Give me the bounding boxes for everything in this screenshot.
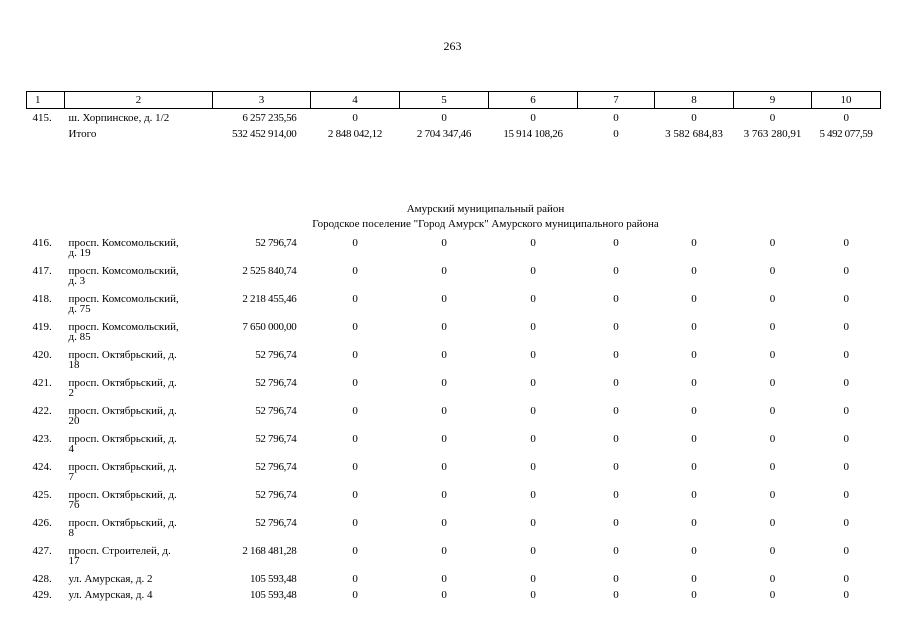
cell-value: 0 <box>613 112 619 124</box>
address-line-1: просп. Октябрьский, д. <box>68 461 177 473</box>
cell-value: 0 <box>352 545 358 557</box>
cell-value: 0 <box>352 237 358 249</box>
cell-value: 2 704 347,46 <box>416 128 472 140</box>
cell-value: 52 796,74 <box>255 433 297 445</box>
cell-value: 0 <box>352 265 358 277</box>
cell-value: 0 <box>769 489 776 501</box>
column-header: 7 <box>578 92 655 109</box>
cell-value: 0 <box>613 589 619 601</box>
address-line-2: 4 <box>68 443 74 455</box>
table-row <box>27 590 881 606</box>
cell-value: 0 <box>769 349 776 361</box>
cell-value: 0 <box>691 237 697 249</box>
table-row <box>27 546 881 574</box>
cell-value: 0 <box>530 589 536 601</box>
cell-value: 0 <box>352 589 358 601</box>
address-line-1: просп. Октябрьский, д. <box>68 377 177 389</box>
row-number: 418. <box>32 293 52 305</box>
cell-value: 0 <box>769 377 776 389</box>
spacer <box>27 140 881 202</box>
cell-value: 0 <box>843 237 849 249</box>
row-address <box>65 238 213 266</box>
cell-value: 0 <box>843 321 849 333</box>
section-district-title: Амурский муниципальный район <box>406 203 565 215</box>
table-body <box>27 109 881 239</box>
cell-value: 2 218 455,46 <box>242 293 297 305</box>
cell-value: 0 <box>769 405 776 417</box>
cell-value: 0 <box>769 573 776 585</box>
table-row <box>27 238 881 266</box>
cell-value: 0 <box>613 377 619 389</box>
cell-value: 0 <box>843 405 849 417</box>
row-number: 426. <box>32 517 52 529</box>
cell-value: 0 <box>769 545 776 557</box>
cell-value: 2 168 481,28 <box>242 545 297 557</box>
cell-value: 52 796,74 <box>255 489 297 501</box>
row-address <box>65 518 213 546</box>
row-number: 416. <box>32 237 52 249</box>
cell-value: 0 <box>691 489 697 501</box>
cell-value: 0 <box>441 405 447 417</box>
cell-value: 15 914 108,26 <box>503 128 563 140</box>
table-row <box>27 434 881 462</box>
cell-value: 0 <box>441 573 447 585</box>
table-header <box>27 92 881 109</box>
cell-value: 6 257 235,56 <box>242 112 297 124</box>
address-line-1: просп. Октябрьский, д. <box>68 349 177 361</box>
cell-value: 0 <box>691 321 697 333</box>
row-address: ш. Хорпинское, д. 1/2 <box>68 112 170 124</box>
row-address <box>65 546 213 574</box>
row-address <box>65 266 213 294</box>
cell-value: 0 <box>352 517 358 529</box>
cell-value: 0 <box>769 265 776 277</box>
cell-value: 0 <box>769 461 776 473</box>
address-line-2: д. 75 <box>68 303 91 315</box>
row-number: 429. <box>32 589 52 601</box>
table-row <box>27 322 881 350</box>
cell-value: 0 <box>769 293 776 305</box>
cell-value: 0 <box>530 112 536 124</box>
section-settlement-title: Городское поселение "Город Амурск" Амурского муниципального района <box>312 218 659 230</box>
cell-value: 0 <box>613 265 619 277</box>
cell-value: 0 <box>530 237 536 249</box>
cell-value: 0 <box>613 128 619 140</box>
cell-value: 0 <box>769 237 776 249</box>
cell-value: 0 <box>613 433 619 445</box>
cell-value: 0 <box>352 293 358 305</box>
table-row <box>27 294 881 322</box>
address-line-2: д. 19 <box>68 247 91 259</box>
cell-value: 105 593,48 <box>249 589 297 601</box>
cell-value: 0 <box>613 321 619 333</box>
cell-value: 0 <box>843 573 849 585</box>
cell-value: 0 <box>691 517 697 529</box>
address-line-2: 7б <box>68 499 80 511</box>
page-number: 263 <box>443 39 462 53</box>
cell-value: 0 <box>769 589 776 601</box>
row-number: 415. <box>32 112 52 124</box>
cell-value: 0 <box>441 321 447 333</box>
cell-value: 0 <box>691 112 697 124</box>
cell-value: 0 <box>691 545 697 557</box>
cell-value: 0 <box>441 589 447 601</box>
cell-value: 0 <box>691 433 697 445</box>
column-header: 2 <box>65 92 213 109</box>
cell-value: 2 525 840,74 <box>242 265 297 277</box>
table-row <box>27 350 881 378</box>
row-address <box>65 350 213 378</box>
cell-value: 0 <box>530 377 536 389</box>
address-line-2: 20 <box>68 415 80 427</box>
row-number: 428. <box>32 573 52 585</box>
column-header: 10 <box>812 92 881 109</box>
cell-value: 0 <box>352 489 358 501</box>
cell-value: 0 <box>843 517 849 529</box>
cell-value: 52 796,74 <box>255 461 297 473</box>
cell-value: 0 <box>843 265 849 277</box>
cell-value: 0 <box>613 349 619 361</box>
cell-value: 52 796,74 <box>255 349 297 361</box>
cell-value: 7 650 000,00 <box>242 321 297 333</box>
cell-value: 0 <box>691 293 697 305</box>
cell-value: 3 582 684,83 <box>665 128 723 140</box>
column-header: 1 <box>27 92 65 109</box>
address-line-1: просп. Октябрьский, д. <box>68 489 177 501</box>
row-number: 423. <box>32 433 52 445</box>
row-number <box>27 124 65 140</box>
column-header: 5 <box>400 92 489 109</box>
row-address <box>65 378 213 406</box>
cell-value: 0 <box>843 112 849 124</box>
cell-value: 0 <box>352 349 358 361</box>
cell-value: 0 <box>843 349 849 361</box>
cell-value: 52 796,74 <box>255 517 297 529</box>
cell-value: 0 <box>530 293 536 305</box>
address-rows-single <box>27 574 881 606</box>
cell-value: 0 <box>352 573 358 585</box>
cell-value: 0 <box>843 489 849 501</box>
cell-value: 5 492 077,59 <box>819 128 873 140</box>
cell-value: 0 <box>352 321 358 333</box>
address-line-1: просп. Октябрьский, д. <box>68 517 177 529</box>
address-line-1: просп. Комсомольский, <box>68 293 179 305</box>
row-address: ул. Амурская, д. 2 <box>68 573 153 585</box>
cell-value: 0 <box>441 377 447 389</box>
cell-value: 0 <box>441 237 447 249</box>
cell-value: 0 <box>441 293 447 305</box>
cell-value: 0 <box>843 377 849 389</box>
cell-value: 52 796,74 <box>255 237 297 249</box>
address-line-2: 7 <box>68 471 74 483</box>
address-line-2: 18 <box>68 359 80 371</box>
cell-value: 0 <box>441 265 447 277</box>
table-row <box>27 378 881 406</box>
cell-value: 0 <box>613 489 619 501</box>
cell-value: 0 <box>843 461 849 473</box>
cell-value: 0 <box>613 517 619 529</box>
cell-value: 0 <box>352 433 358 445</box>
table-row <box>27 406 881 434</box>
row-number: 419. <box>32 321 52 333</box>
cell-value: 52 796,74 <box>255 405 297 417</box>
cell-value: 0 <box>769 433 776 445</box>
cell-value: 3 763 280,91 <box>743 128 802 140</box>
row-number: 421. <box>32 377 52 389</box>
row-address <box>65 490 213 518</box>
cell-value: 0 <box>530 433 536 445</box>
cell-value: 0 <box>530 349 536 361</box>
cell-value: 0 <box>352 461 358 473</box>
table-row <box>27 109 881 125</box>
cell-value: 0 <box>843 545 849 557</box>
row-address <box>65 322 213 350</box>
column-header: 3 <box>213 92 311 109</box>
cell-value: 0 <box>352 405 358 417</box>
table-row <box>27 266 881 294</box>
cell-value: 52 796,74 <box>255 377 297 389</box>
row-address: ул. Амурская, д. 4 <box>68 589 153 601</box>
total-row <box>27 124 881 140</box>
cell-value: 0 <box>530 321 536 333</box>
address-line-2: 2 <box>68 387 74 399</box>
cell-value: 2 848 042,12 <box>327 128 383 140</box>
table-row <box>27 518 881 546</box>
cell-value: 0 <box>530 573 536 585</box>
address-rows <box>27 238 881 574</box>
address-line-1: просп. Октябрьский, д. <box>68 433 177 445</box>
cell-value: 0 <box>843 589 849 601</box>
cell-value: 0 <box>441 349 447 361</box>
address-line-1: просп. Строителей, д. <box>68 545 171 557</box>
row-number: 422. <box>32 405 52 417</box>
column-header: 9 <box>734 92 812 109</box>
row-number: 417. <box>32 265 52 277</box>
cell-value: 0 <box>530 489 536 501</box>
cell-value: 0 <box>613 237 619 249</box>
cell-value: 0 <box>691 461 697 473</box>
address-line-2: д. 3 <box>68 275 86 287</box>
row-number: 425. <box>32 489 52 501</box>
cell-value: 0 <box>613 573 619 585</box>
cell-value: 0 <box>530 405 536 417</box>
cell-value: 0 <box>352 377 358 389</box>
table-row <box>27 490 881 518</box>
cell-value: 0 <box>691 405 697 417</box>
row-address <box>65 434 213 462</box>
column-header: 8 <box>655 92 734 109</box>
cell-value: 0 <box>769 517 776 529</box>
cell-value: 0 <box>613 545 619 557</box>
cell-value: 0 <box>530 461 536 473</box>
total-label: Итого <box>68 128 97 140</box>
cell-value: 0 <box>530 517 536 529</box>
address-line-2: 17 <box>68 555 80 567</box>
cell-value: 0 <box>691 377 697 389</box>
cell-value: 0 <box>441 433 447 445</box>
table-row <box>27 462 881 490</box>
row-address <box>65 406 213 434</box>
address-line-2: д. 85 <box>68 331 91 343</box>
address-line-1: просп. Комсомольский, <box>68 321 179 333</box>
cell-value: 532 452 914,00 <box>231 128 297 140</box>
column-header: 6 <box>489 92 578 109</box>
cell-value: 0 <box>441 545 447 557</box>
row-number: 427. <box>32 545 52 557</box>
cell-value: 0 <box>691 589 697 601</box>
address-line-1: просп. Октябрьский, д. <box>68 405 177 417</box>
cell-value: 0 <box>691 265 697 277</box>
cell-value: 0 <box>613 293 619 305</box>
cell-value: 0 <box>352 112 358 124</box>
address-line-2: 8 <box>68 527 74 539</box>
row-number: 420. <box>32 349 52 361</box>
data-table <box>26 91 881 606</box>
address-line-1: просп. Комсомольский, <box>68 265 179 277</box>
cell-value: 105 593,48 <box>249 573 297 585</box>
cell-value: 0 <box>843 293 849 305</box>
cell-value: 0 <box>613 405 619 417</box>
cell-value: 0 <box>613 461 619 473</box>
cell-value: 0 <box>441 489 447 501</box>
cell-value: 0 <box>843 433 849 445</box>
cell-value: 0 <box>530 265 536 277</box>
row-address <box>65 462 213 490</box>
row-number: 424. <box>32 461 52 473</box>
cell-value: 0 <box>691 349 697 361</box>
cell-value: 0 <box>441 517 447 529</box>
row-address <box>65 294 213 322</box>
cell-value: 0 <box>769 112 776 124</box>
cell-value: 0 <box>441 461 447 473</box>
cell-value: 0 <box>691 573 697 585</box>
table-row <box>27 574 881 590</box>
cell-value: 0 <box>530 545 536 557</box>
cell-value: 0 <box>769 321 776 333</box>
cell-value: 0 <box>441 112 447 124</box>
column-header: 4 <box>311 92 400 109</box>
address-line-1: просп. Комсомольский, <box>68 237 179 249</box>
